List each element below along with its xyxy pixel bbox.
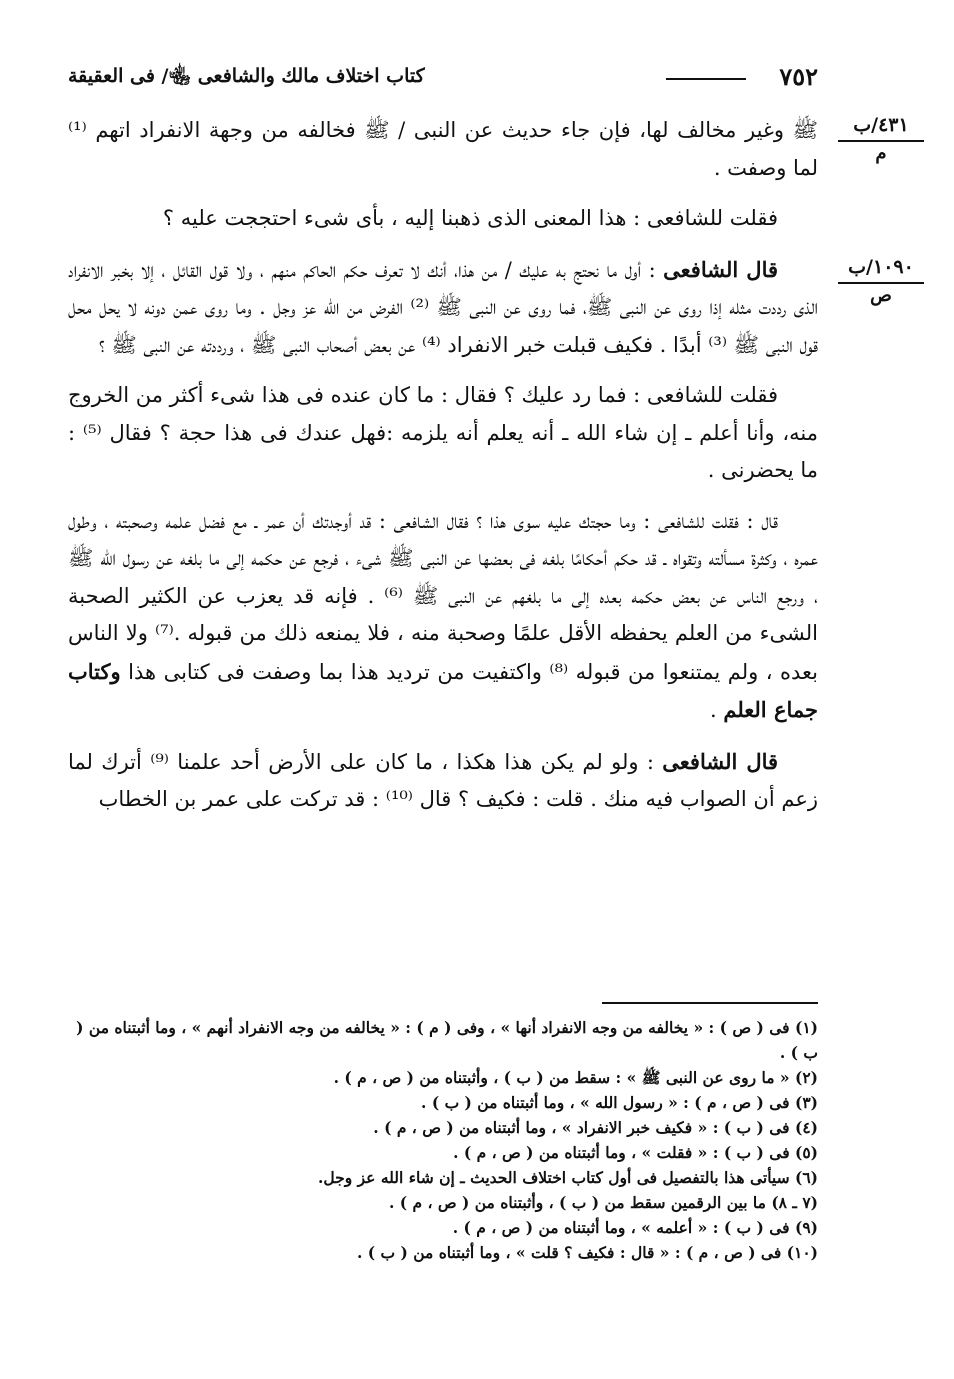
paragraph-2: فقلت للشافعى : هذا المعنى الذى ذهبنا إليه ، بأى شىء احتججت عليه ؟ xyxy=(162,206,778,230)
page-header xyxy=(68,58,818,98)
speaker-label: قال الشافعى xyxy=(663,256,778,282)
main-text xyxy=(68,112,818,832)
paragraph-5-text: قال : فقلت للشافعى : وما حجتك عليه سوى هذا ؟ فقال الشافعى : قد أوجدتك أن عمر ـ مع فضل علمه وصحبته ، وطول عمره ، وكثرة مسألته وتقواه ـ قد حكم أحكامًا بلغه فى بعضها عن النبى ﷺ شىء ، فرجع عن حكمه إلى ما بلغه عن رسول الله ﷺ ، ورجع الناس عن بعض حكمه بعده إلى ما بلغهم عن النبى ﷺ ⁽⁶⁾ . فإنه قد يعزب عن الكثير الصحبة الشىء من العلم يحفظه الأقل علمًا وصحبة منه ، فلا يمنعه ذلك من قبوله .⁽⁷⁾ ولا الناس بعده ، ولم يمتنعوا من قبوله ⁽⁸⁾ واكتفيت من ترديد هذا بما وصفت فى كتابى هذا xyxy=(68,508,819,684)
margin-folio-ref: ٤٣١/ب xyxy=(838,112,924,142)
footnote: (٧ ـ ٨) ما بين الرقمين سقط من ( ب ) ، وأثبتناه من ( ص ، م ) . xyxy=(388,1193,818,1212)
book-title: وكتاب جماع العلم xyxy=(68,658,818,722)
margin-folio-ref: ١٠٩٠/ب xyxy=(838,254,924,284)
paragraph-6-text: : ولو لم يكن هذا هكذا ، ما كان على الأرض أحد علمنا ⁽⁹⁾ أترك لما زعم أن الصواب فيه منك . قلت : فكيف ؟ قال ⁽¹⁰⁾ : قد تركت على عمر بن الخطاب xyxy=(68,749,818,811)
paragraph-5 xyxy=(68,503,818,730)
paragraph-3-text: : أول ما نحتج به عليك / من هذا، أنك لا تعرف حكم الحاكم منهم ، ولا قول القائل ، إلا بخبر الانفراد الذى رددت مثله إذا روى عن النبى ﷺ، فما روى عن النبى ﷺ ⁽²⁾ الفرض من الله عز وجل . وما روى عمن دونه لا يحل محل قول النبى ﷺ ⁽³⁾ أبدًا . فكيف قبلت خبر الانفراد ⁽⁴⁾ عن بعض أصحاب النبى ﷺ ، ورددته عن النبى ﷺ ؟ xyxy=(68,257,818,357)
paragraph-6 xyxy=(68,743,818,819)
paragraph-1: ﷺ وغير مخالف لها، فإن جاء حديث عن النبى / ﷺ فخالفه من وجهة الانفراد اتهم ⁽¹⁾ لما وصفت . xyxy=(68,118,818,180)
paragraph-3 xyxy=(68,251,818,365)
margin-note-folio-2 xyxy=(838,254,924,308)
footnote: (١٠) فى ( ص ، م ) : « قال : فكيف ؟ قلت » ، وما أثبتناه من ( ب ) . xyxy=(356,1243,818,1262)
paragraph-4: فقلت للشافعى : فما رد عليك ؟ فقال : ما كان عنده فى هذا شىء أكثر من الخروج منه، وأنا أعلم ـ إن شاء الله ـ أنه يعلم أنه يلزمه :فهل عندك فى هذا حجة ؟ فقال ⁽⁵⁾ : ما يحضرنى . xyxy=(68,383,818,482)
footnotes xyxy=(68,1015,818,1265)
paragraph-5-end: . xyxy=(709,698,724,722)
footnote: (٤) فى ( ب ) : « فكيف خبر الانفراد » ، وما أثبتناه من ( ص ، م ) . xyxy=(373,1118,818,1137)
footnote: (١) فى ( ص ) : « يخالفه من وجه الانفراد أنها » ، وفى ( م ) : « يخالفه من وجه الانفراد أنهم » ، وما أثبتناه من ( ب ) . xyxy=(76,1018,818,1062)
footnote: (٩) فى ( ب ) : « أعلمه » ، وما أثبتناه من ( ص ، م ) . xyxy=(452,1218,818,1237)
margin-manuscript-siglum: م xyxy=(875,143,887,164)
header-rule xyxy=(666,78,746,80)
footnote: (٦) سيأتى هذا بالتفصيل فى أول كتاب اختلاف الحديث ـ إن شاء الله عز وجل. xyxy=(318,1168,818,1187)
footnote: (٢) « ما روى عن النبى ﷺ » : سقط من ( ب ) ، وأثبتناه من ( ص ، م ) . xyxy=(333,1068,818,1087)
page-number: ٧٥٢ xyxy=(779,62,818,91)
margin-manuscript-siglum: ص xyxy=(870,285,892,306)
speaker-label: قال الشافعى xyxy=(662,748,779,774)
footnote-separator xyxy=(602,1002,818,1004)
footnote: (٣) فى ( ص ، م ) : « رسول الله » ، وما أثبتناه من ( ب ) . xyxy=(421,1093,818,1112)
running-title: كتاب اختلاف مالك والشافعى ﵄/ فى العقيقة xyxy=(68,65,425,87)
footnote: (٥) فى ( ب ) : « فقلت » ، وما أثبتناه من ( ص ، م ) . xyxy=(453,1143,818,1162)
margin-note-folio-1 xyxy=(838,112,924,166)
